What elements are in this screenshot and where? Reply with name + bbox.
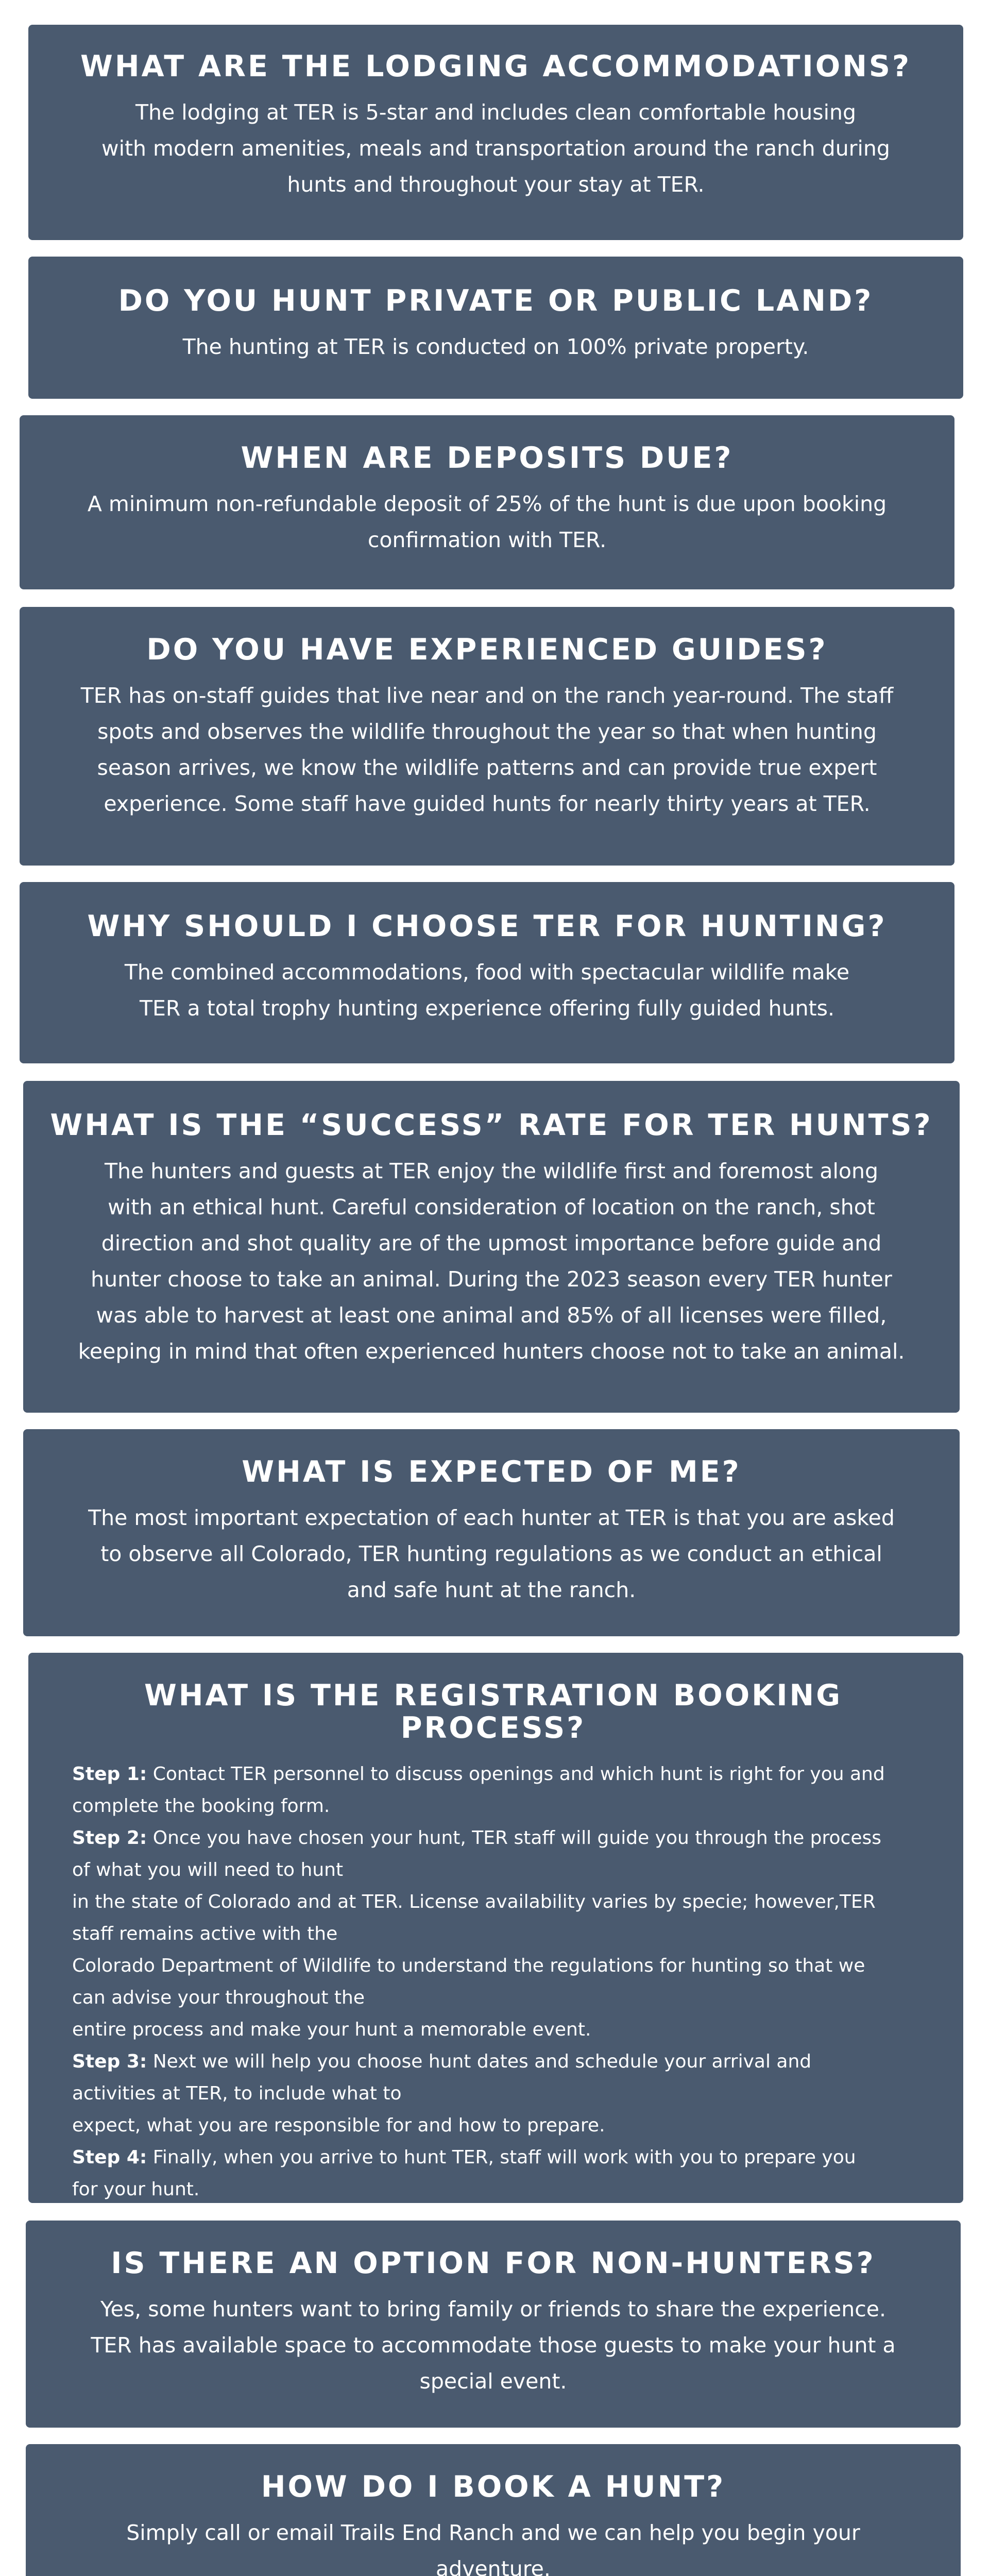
- faq-card-land: [28, 257, 963, 399]
- step-1-first-line: Step 1: Contact TER personnel to discuss openings and which hunt is right for you and: [72, 1764, 885, 1785]
- faq-answer: The combined accommodations, food with spectacular wildlife make TER a total trophy hunting experience offering fully guided hunts.: [124, 959, 850, 1021]
- faq-question: WHEN ARE DEPOSITS DUE?: [241, 441, 734, 475]
- faq-card-expectations: [23, 1429, 960, 1636]
- faq-card-deposits: [20, 415, 954, 589]
- faq-card-book-hunt: [26, 2444, 961, 2576]
- faq-card-booking-process: [28, 1653, 963, 2203]
- faq-question: DO YOU HUNT PRIVATE OR PUBLIC LAND?: [118, 284, 874, 318]
- step-label: Step 4:: [72, 2147, 147, 2168]
- faq-question: WHAT IS THE REGISTRATION BOOKING PROCESS?: [144, 1679, 843, 1745]
- faq-card-non-hunters: [26, 2221, 961, 2428]
- faq-answer: The lodging at TER is 5-star and includes clean comfortable housing with modern amenities, meals and transportation around the ranch during hunts and throughout your stay at TER.: [101, 99, 890, 197]
- faq-card-guides: [20, 607, 954, 866]
- faq-answer: Yes, some hunters want to bring family or friends to share the experience. TER has available space to accommodate those guests to make your hunt a special event.: [91, 2296, 896, 2394]
- step-label: Step 3:: [72, 2051, 147, 2073]
- faq-answer: TER has on-staff guides that live near and on the ranch year-round. The staff spots and observes the wildlife throughout the year so that when hunting season arrives, we know the wildlife patterns and can provide true expert experience. Some staff have guided hunts for nearly thirty years at TER.: [80, 683, 894, 816]
- faq-answer: Simply call or email Trails End Ranch and we can help you begin your adventure.: [126, 2520, 860, 2576]
- step-4-first-line: Step 4: Finally, when you arrive to hunt TER, staff will work with you to prepare you: [72, 2147, 856, 2168]
- step-label: Step 1:: [72, 1764, 147, 1785]
- faq-question: HOW DO I BOOK A HUNT?: [261, 2470, 726, 2504]
- faq-question: WHY SHOULD I CHOOSE TER FOR HUNTING?: [87, 909, 887, 943]
- faq-answer: The hunting at TER is conducted on 100% private property.: [182, 334, 809, 359]
- faq-answer: The most important expectation of each hunter at TER is that you are asked to observe all Colorado, TER hunting regulations as we conduct an ethical and safe hunt at the ranch.: [88, 1505, 895, 1602]
- booking-steps: Step 1: Contact TER personnel to discuss openings and which hunt is right for you and complete the booking form. Step 2: Once you have chosen your hunt, TER staff will guide you through the process of what you will need to hunt in the state of Colorado and at TER. License availability varies by specie; however,TER staff remains active with the Colorado Department of Wildlife to understand the regulations for hunting so that we can advise your throughout the entire process and make your hunt a memorable event. Step 3: Next we will help you choose hunt dates and schedule your arrival and activities at TER, to include what to expect, what you are responsible for and how to prepare. Step 4: Finally, when you arrive to hunt TER, staff will work with you to prepare you for your hunt.: [72, 1758, 914, 2206]
- faq-card-lodging: [28, 25, 963, 240]
- faq-question: IS THERE AN OPTION FOR NON-HUNTERS?: [111, 2246, 876, 2280]
- faq-question: WHAT IS EXPECTED OF ME?: [242, 1455, 741, 1489]
- step-label: Step 2:: [72, 1827, 147, 1849]
- faq-answer: A minimum non-refundable deposit of 25% of the hunt is due upon booking confirmation with TER.: [87, 491, 887, 552]
- faq-answer: The hunters and guests at TER enjoy the wildlife first and foremost along with an ethical hunt. Careful consideration of location on the ranch, shot direction and shot quality are of the upmost importance before guide and hunter choose to take an animal. During the 2023 season every TER hunter was able to harvest at least one animal and 85% of all licenses were filled, keeping in mind that often experienced hunters choose not to take an animal.: [78, 1158, 905, 1364]
- step-3-first-line: Step 3: Next we will help you choose hunt dates and schedule your arrival and: [72, 2051, 812, 2073]
- step-2-first-line: Step 2: Once you have chosen your hunt, TER staff will guide you through the process: [72, 1827, 882, 1849]
- faq-question: DO YOU HAVE EXPERIENCED GUIDES?: [146, 633, 828, 667]
- faq-question: WHAT IS THE “SUCCESS” RATE FOR TER HUNTS?: [50, 1108, 933, 1142]
- faq-question: WHAT ARE THE LODGING ACCOMMODATIONS?: [80, 49, 912, 83]
- faq-card-success-rate: [23, 1081, 960, 1413]
- faq-card-choose-ter: [20, 882, 954, 1063]
